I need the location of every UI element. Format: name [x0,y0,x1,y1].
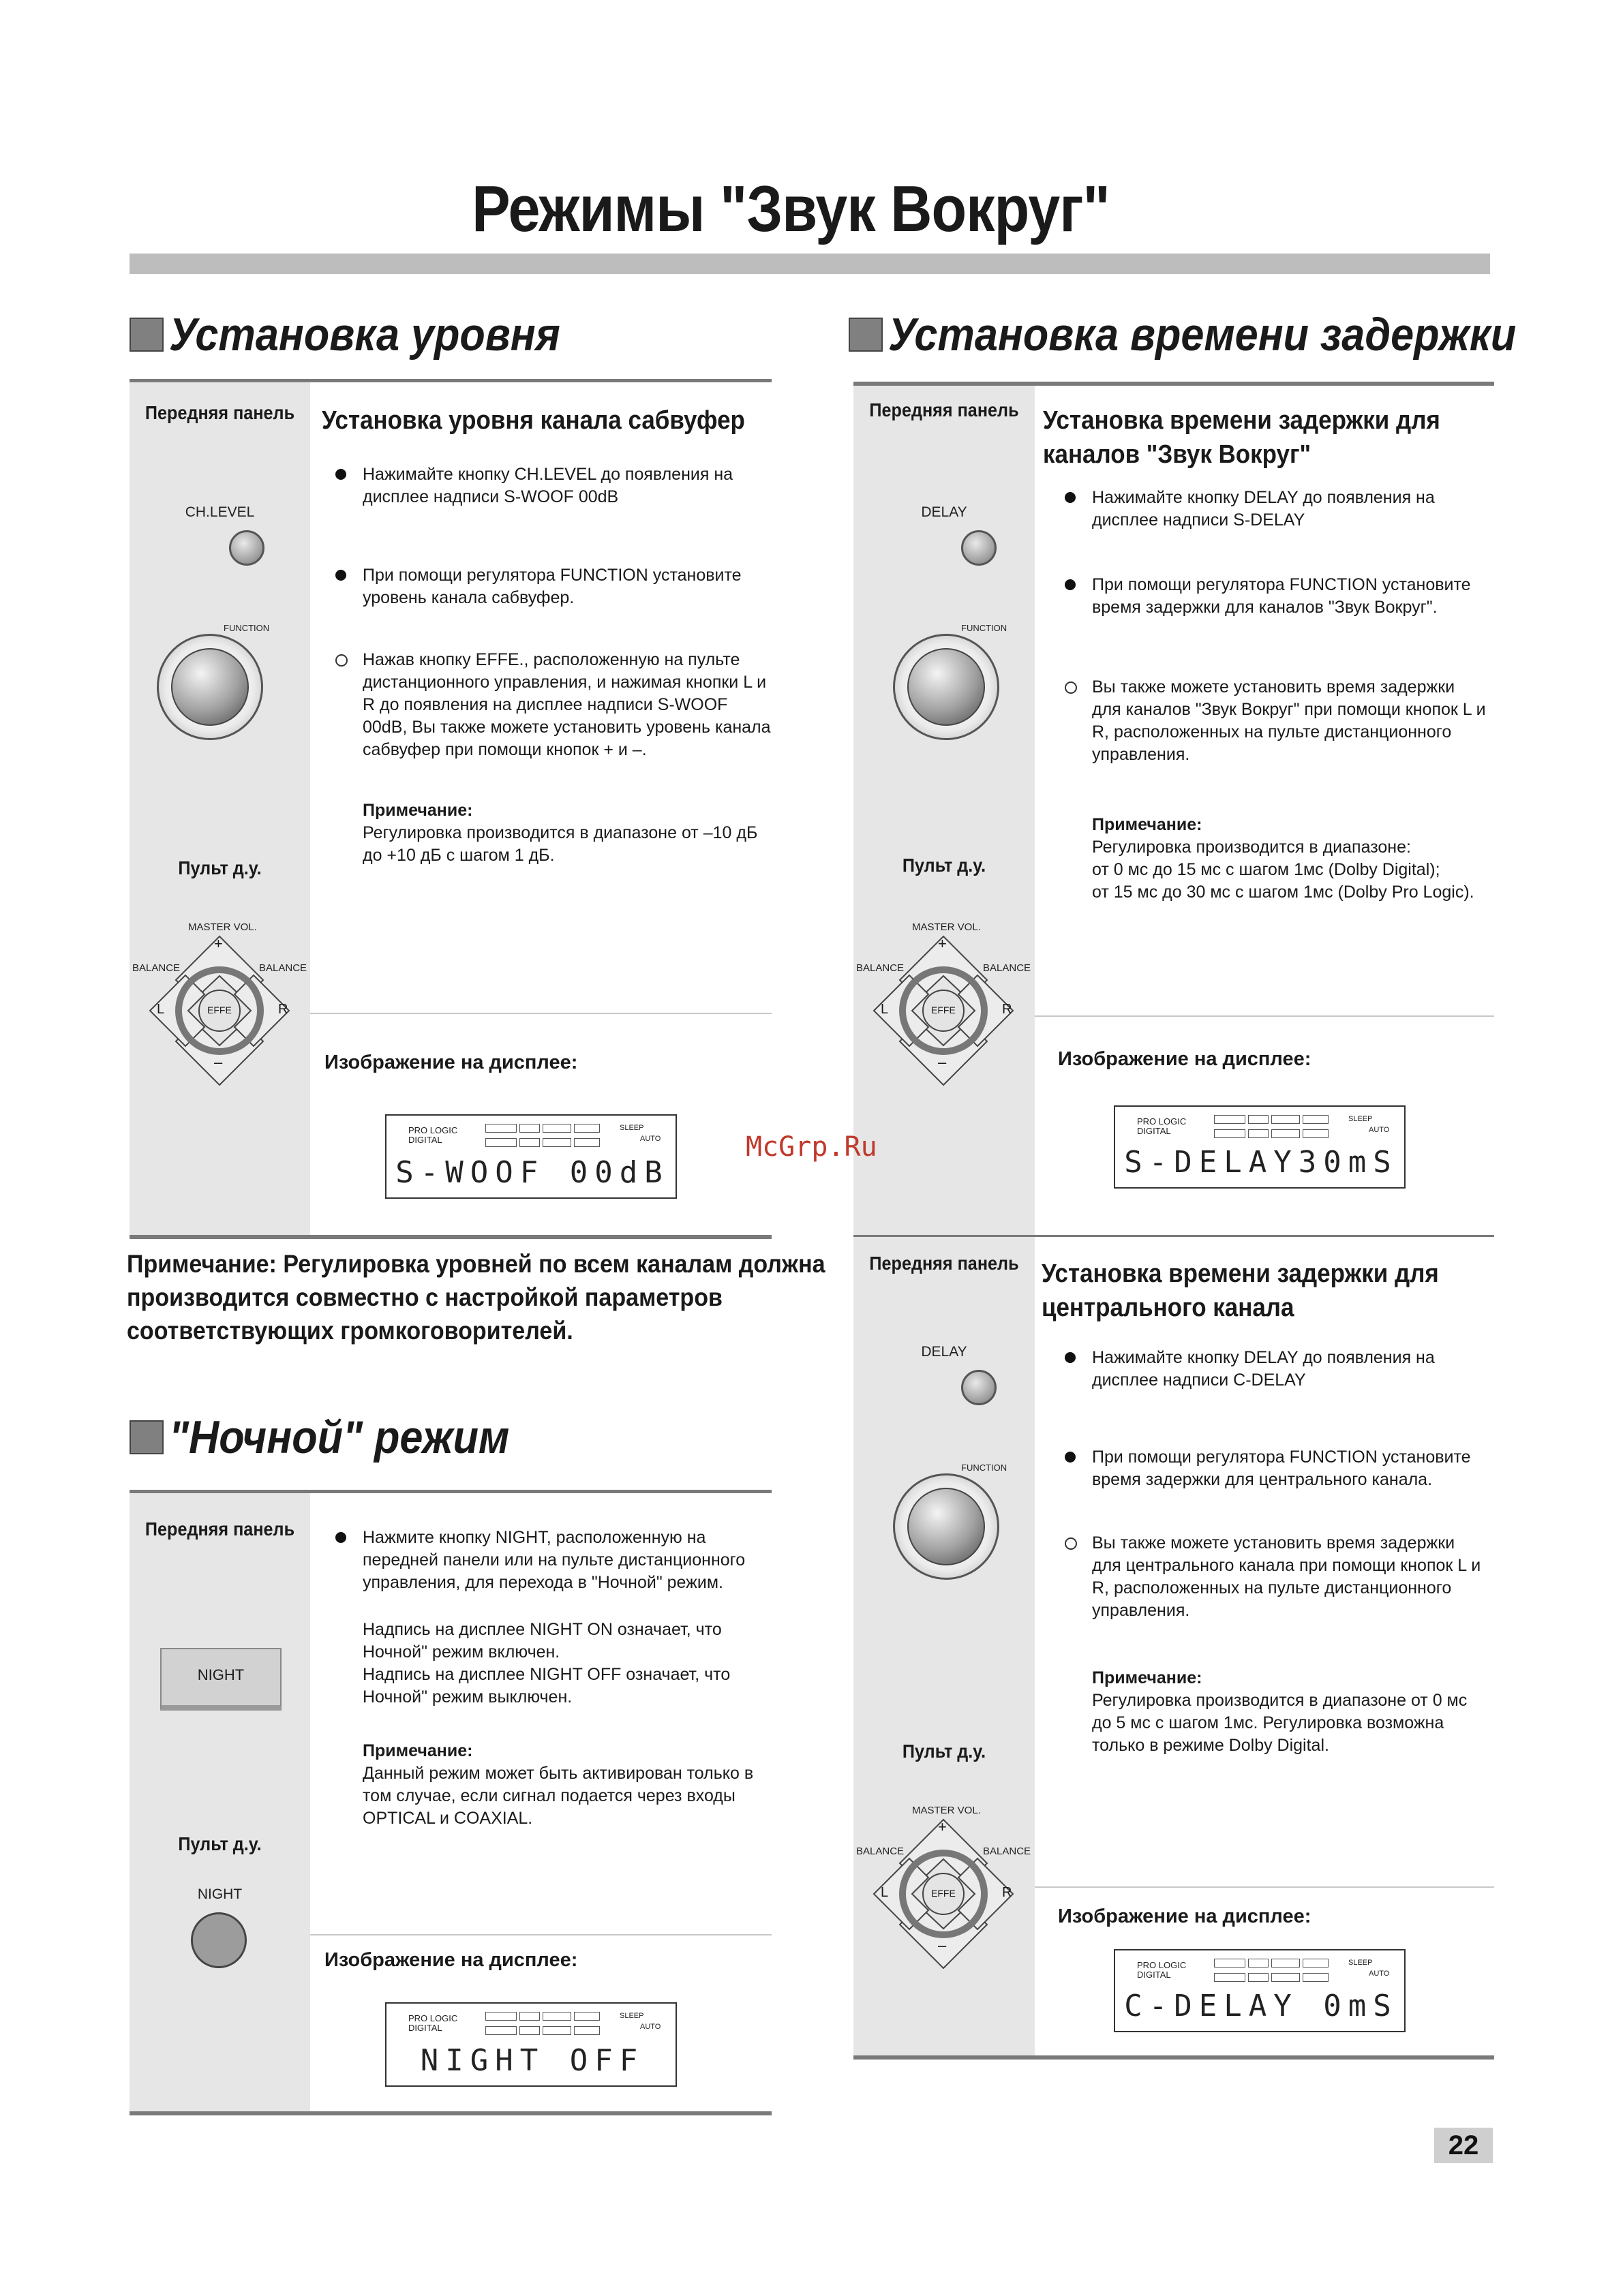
vol-minus-button[interactable]: – [938,1054,947,1071]
function-knob-cap [907,1488,985,1565]
delay-bottom-rule [853,2055,1494,2060]
night-bullet-1: Нажмите кнопку NIGHT, расположенную на передней панели или на пульте дистанционного управления, для перехода в "Ночной" режим. [335,1527,772,1594]
lcd-digital: DIGITAL [1137,1970,1171,1980]
function-label: FUNCTION [961,1463,1007,1473]
level-main-note: Примечание: Регулировка уровней по всем каналам должна производится совместно с настройкой параметров соответствующих громкоговорителей. [127,1250,825,1345]
remote-left-button[interactable]: L [881,1885,889,1900]
ch-level-label: CH.LEVEL [185,504,255,520]
title-bar [130,254,1490,274]
remote-label: Пульт д.у. [178,857,262,878]
surround-lcd-text: S-DELAY30mS [1124,1145,1398,1180]
effe-button[interactable]: EFFE [931,1005,956,1015]
lcd-mode-boxes [1214,1115,1357,1139]
lcd-pro-logic: PRO LOGIC [408,2013,458,2023]
front-panel-label: Передняя панель [869,399,1019,420]
vol-minus-button[interactable]: – [938,1937,947,1954]
night-section-heading [130,1411,547,1464]
remote-left-button[interactable]: L [881,1002,889,1017]
balance-right-label: BALANCE [259,962,307,974]
bullet-dot-icon [1065,1352,1076,1363]
night-bottom-rule [130,2111,772,2115]
remote-right-button[interactable]: R [278,1002,288,1017]
level-section-heading [130,308,604,361]
section-square-icon [130,1420,164,1454]
remote-left-button[interactable]: L [157,1002,165,1017]
lcd-pro-logic: PRO LOGIC [1137,1116,1187,1127]
level-bullet-1: Нажимайте кнопку CH.LEVEL до появления на дисплее надписи S-WOOF 00dB [335,463,772,508]
delay-heading-text: Установка времени задержки [888,309,1517,361]
remote-label: Пульт д.у. [178,1833,262,1854]
function-knob-cap [907,648,985,726]
effe-button[interactable]: EFFE [207,1005,232,1015]
function-knob[interactable] [157,634,263,740]
level-display-label: Изображение на дисплее: [324,1052,578,1073]
bullet-dot-icon [335,570,346,581]
lcd-auto: AUTO [1369,1126,1390,1134]
level-subheading: Установка уровня канала сабвуфер [322,406,745,435]
lcd-pro-logic: PRO LOGIC [408,1125,458,1135]
night-front-button[interactable]: NIGHT [160,1648,282,1711]
surround-lcd-display [1114,1105,1406,1189]
surround-display-divider [1035,1015,1494,1017]
function-knob[interactable] [893,1473,999,1580]
function-label: FUNCTION [961,623,1007,633]
master-vol-label: MASTER VOL. [912,1805,981,1816]
level-bullets [335,463,772,867]
lcd-sleep: SLEEP [620,1124,644,1132]
night-lcd-text: NIGHT OFF [420,2043,645,2078]
bullet-dot-icon [335,469,346,480]
delay-middle-rule [853,1235,1494,1237]
vol-plus-button[interactable]: + [938,935,947,952]
lcd-sleep: SLEEP [1348,1115,1373,1123]
lcd-mode-boxes [1214,1959,1357,1983]
page-number: 22 [1434,2128,1493,2163]
function-label: FUNCTION [224,623,270,633]
night-remote-label: NIGHT [197,1886,243,1902]
night-display-label: Изображение на дисплее: [324,1949,578,1971]
delay-label: DELAY [921,504,967,520]
section-square-icon [849,318,883,352]
level-display-divider [310,1013,772,1014]
lcd-auto: AUTO [640,2023,661,2031]
delay-button[interactable] [961,1370,997,1405]
surround-bullet-1: Нажимайте кнопку DELAY до появления на дисплее надписи S-DELAY [1065,487,1487,532]
level-bullet-3: Нажав кнопку EFFE., расположенную на пульте дистанционного управления, и нажимая кнопки L и R до появления на дисплее надписи S-WOOF 00dB, Вы также можете установить уровень канала сабвуфер при помощи кнопок + и –. [335,649,772,761]
function-knob-cap [171,648,249,726]
front-panel-label: Передняя панель [869,1253,1019,1274]
lcd-digital: DIGITAL [408,1135,442,1145]
balance-right-label: BALANCE [983,962,1031,974]
night-heading-text: "Ночной" режим [169,1411,510,1463]
level-note: Примечание: Регулировка производится в диапазоне от –10 дБ до +10 дБ с шагом 1 дБ. [363,801,758,865]
level-lcd-display [385,1114,677,1199]
remote-dpad [853,921,1034,1090]
bullet-circle-icon [1065,682,1077,694]
center-display-divider [1035,1886,1494,1888]
surround-note: Примечание: Регулировка производится в диапазоне: от 0 мс до 15 мс с шагом 1мс (Dolby Digital); от 15 мс до 30 мс с шагом 1мс (Dolby Pro Logic). [1092,815,1474,902]
lcd-sleep: SLEEP [1348,1959,1373,1967]
level-heading-text: Установка уровня [169,309,560,361]
center-bullet-3: Вы также можете установить время задержки для центрального канала при помощи кнопок L и R, расположенных на пульте дистанционного управления. [1065,1532,1487,1622]
effe-button[interactable]: EFFE [931,1888,956,1899]
balance-left-label: BALANCE [856,1846,905,1857]
surround-bullet-2: При помощи регулятора FUNCTION установите время задержки для каналов "Звук Вокруг". [1065,574,1487,619]
surround-delay-bullets [1065,487,1487,904]
lcd-mode-boxes [485,1124,628,1148]
night-lcd-display [385,2002,677,2087]
vol-plus-button[interactable]: + [938,1818,947,1835]
bullet-circle-icon [335,654,348,667]
bullet-circle-icon [1065,1537,1077,1550]
night-note: Примечание: Данный режим может быть активирован только в том случае, если сигнал подается через входы OPTICAL и COAXIAL. [363,1741,754,1828]
delay-button[interactable] [961,530,997,566]
remote-right-button[interactable]: R [1002,1885,1012,1900]
night-sidebar [130,1493,310,2114]
surround-delay-subheading: Установка времени задержки для каналов "Звук Вокруг" [1043,406,1440,469]
lcd-digital: DIGITAL [408,2023,442,2033]
center-lcd-text: C-DELAY 0mS [1124,1989,1398,2023]
surround-bullet-3: Вы также можете установить время задержки для каналов "Звук Вокруг" при помощи кнопок L и R, расположенных на пульте дистанционного управления. [1065,676,1487,766]
lcd-auto: AUTO [640,1135,661,1143]
remote-dpad [853,1805,1034,1974]
lcd-pro-logic: PRO LOGIC [1137,1960,1187,1970]
vol-plus-button[interactable]: + [214,935,223,952]
balance-left-label: BALANCE [132,962,181,974]
surround-display-label: Изображение на дисплее: [1058,1048,1311,1070]
remote-label: Пульт д.у. [902,1741,986,1762]
center-delay-bullets [1065,1347,1487,1757]
lcd-digital: DIGITAL [1137,1126,1171,1136]
watermark: McGrp.Ru [746,1131,877,1163]
bullet-dot-icon [1065,579,1076,590]
night-display-notes: Надпись на дисплее NIGHT ON означает, что Ночной" режим включен. Надпись на дисплее NIGHT OFF означает, что Ночной" режим выключен. [363,1620,731,1706]
page-title: Режимы "Звук Вокруг" [472,172,1110,245]
bullet-dot-icon [335,1532,346,1543]
vol-minus-button[interactable]: – [214,1054,223,1071]
night-display-divider [310,1934,772,1935]
remote-right-button[interactable]: R [1002,1002,1012,1017]
delay-section-heading [849,308,1586,361]
center-display-label: Изображение на дисплее: [1058,1905,1311,1927]
function-knob[interactable] [893,634,999,740]
level-bullet-2: При помощи регулятора FUNCTION установите уровень канала сабвуфер. [335,564,772,609]
center-bullet-1: Нажимайте кнопку DELAY до появления на дисплее надписи C-DELAY [1065,1347,1487,1392]
night-remote-button[interactable] [191,1912,247,1968]
center-delay-subheading: Установка времени задержки для центрального канала [1042,1259,1439,1322]
remote-label: Пульт д.у. [902,855,986,876]
bullet-dot-icon [1065,492,1076,503]
remote-dpad [130,921,310,1090]
level-bottom-rule [130,1235,772,1239]
balance-right-label: BALANCE [983,1846,1031,1857]
master-vol-label: MASTER VOL. [912,921,981,933]
ch-level-button[interactable] [229,530,264,566]
delay-label: DELAY [921,1344,967,1360]
center-bullet-2: При помощи регулятора FUNCTION установите время задержки для центрального канала. [1065,1446,1487,1491]
front-panel-label: Передняя панель [145,402,295,423]
section-square-icon [130,318,164,352]
balance-left-label: BALANCE [856,962,905,974]
center-note: Примечание: Регулировка производится в диапазоне от 0 мс до 5 мс с шагом 1мс. Регулировка возможна только в режиме Dolby Digital. [1092,1668,1468,1755]
lcd-auto: AUTO [1369,1970,1390,1978]
center-lcd-display [1114,1949,1406,2032]
front-panel-label: Передняя панель [145,1518,295,1540]
lcd-sleep: SLEEP [620,2012,644,2020]
master-vol-label: MASTER VOL. [188,921,257,933]
lcd-mode-boxes [485,2012,628,2036]
night-body [335,1527,772,1830]
level-lcd-text: S-WOOF 00dB [395,1155,669,1190]
bullet-dot-icon [1065,1452,1076,1463]
